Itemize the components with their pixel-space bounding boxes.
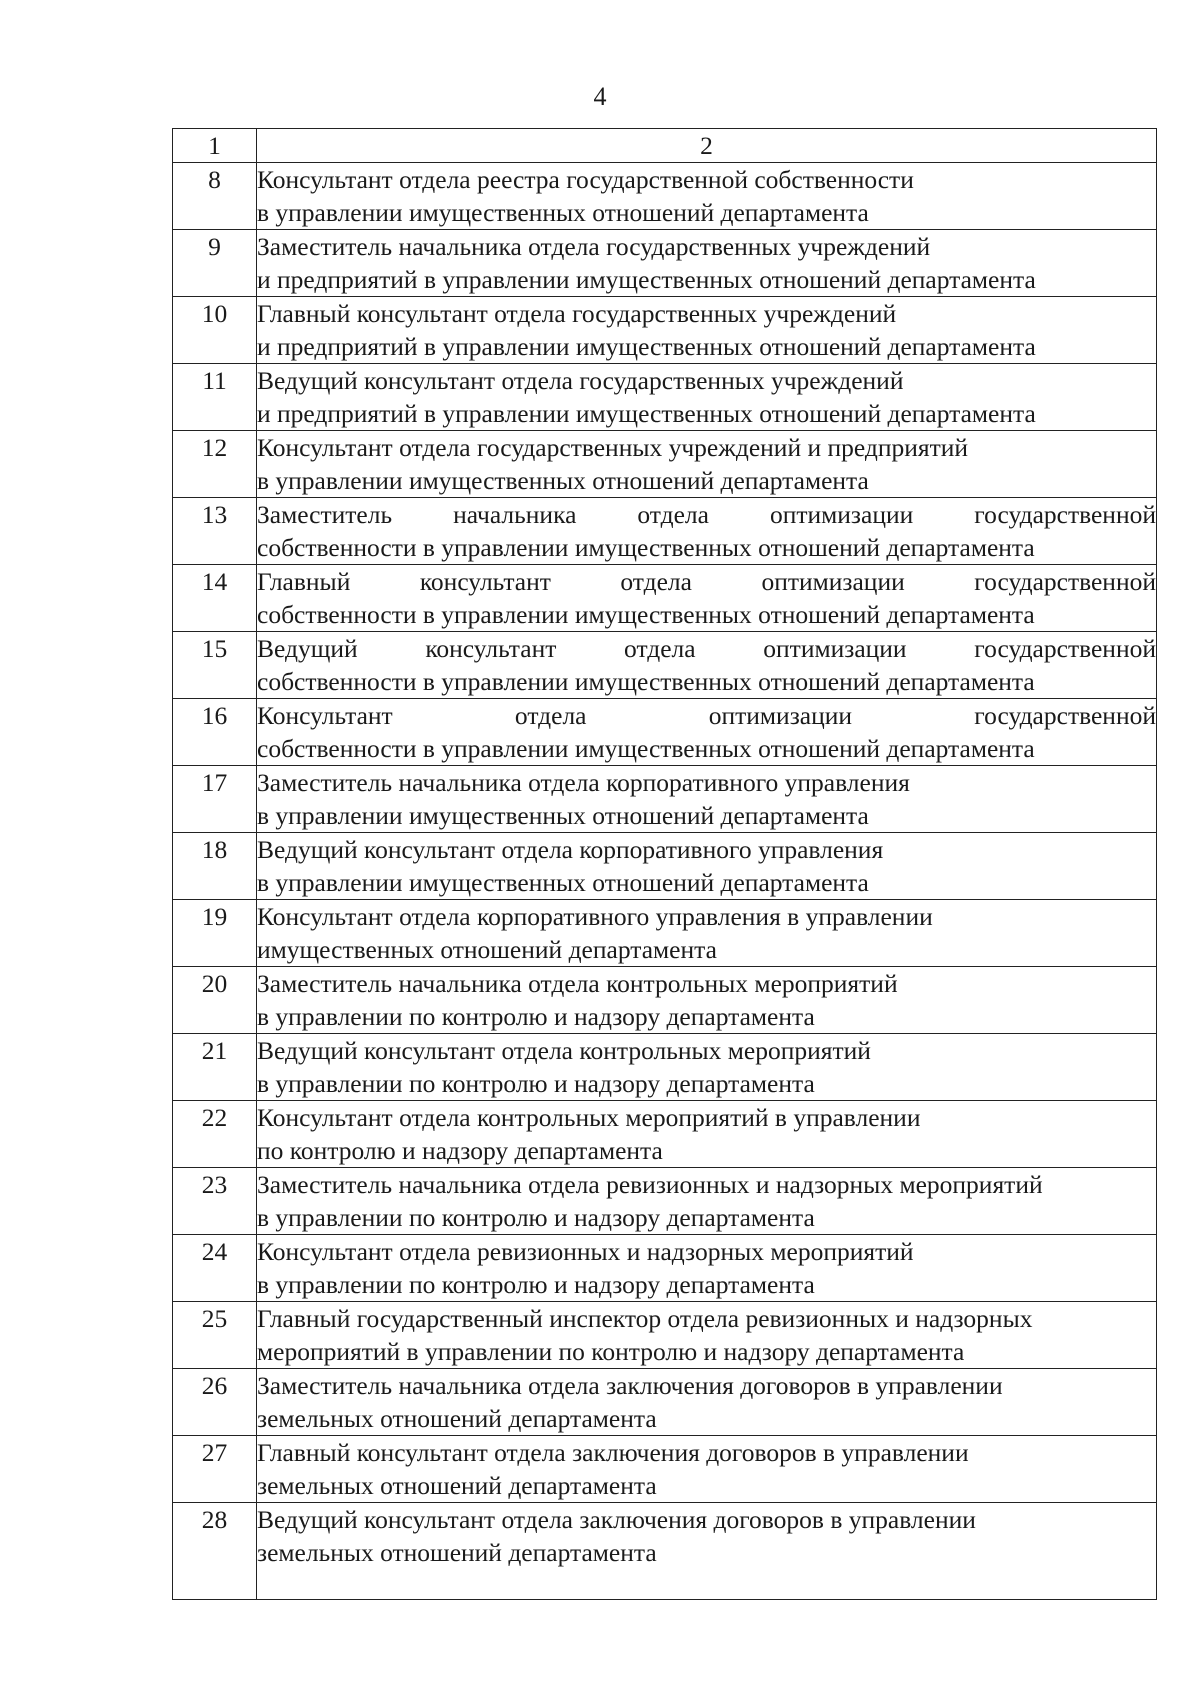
position-title-line-2: в управлении имущественных отношений департамента (257, 198, 869, 227)
row-number: 25 (173, 1302, 257, 1369)
position-title (257, 498, 1157, 565)
row-number: 21 (173, 1034, 257, 1101)
position-title (257, 1436, 1157, 1503)
row-number: 10 (173, 297, 257, 364)
position-title-line-2: в управлении по контролю и надзору департамента (257, 1270, 815, 1299)
table-row (173, 1436, 1157, 1503)
position-title-line-1: Консультант отдела оптимизации государственной (257, 701, 1156, 730)
position-title-line-2: по контролю и надзору департамента (257, 1136, 663, 1165)
table-row (173, 1235, 1157, 1302)
position-title-line-1: Консультант отдела ревизионных и надзорных мероприятий (257, 1237, 914, 1266)
row-number: 23 (173, 1168, 257, 1235)
position-title-line-1: Заместитель начальника отдела заключения договоров в управлении (257, 1371, 1003, 1400)
position-title-line-1: Консультант отдела реестра государственной собственности (257, 165, 914, 194)
position-title (257, 1369, 1157, 1436)
position-title (257, 431, 1157, 498)
position-title (257, 230, 1157, 297)
table-row (173, 967, 1157, 1034)
position-title-line-1: Главный консультант отдела государственных учреждений (257, 299, 897, 328)
position-title (257, 297, 1157, 364)
position-title (257, 1302, 1157, 1369)
table-row (173, 1168, 1157, 1235)
position-title-line-2: мероприятий в управлении по контролю и надзору департамента (257, 1337, 965, 1366)
position-title-line-2: собственности в управлении имущественных отношений департамента (257, 734, 1035, 763)
header-col-2: 2 (257, 129, 1157, 163)
row-number: 13 (173, 498, 257, 565)
table-body (173, 163, 1157, 1600)
position-title-line-2: земельных отношений департамента (257, 1471, 657, 1500)
row-number: 16 (173, 699, 257, 766)
table-row (173, 565, 1157, 632)
position-title-line-1: Заместитель начальника отдела корпоративного управления (257, 768, 910, 797)
position-title-line-2: собственности в управлении имущественных отношений департамента (257, 667, 1035, 696)
row-number: 27 (173, 1436, 257, 1503)
position-title (257, 1101, 1157, 1168)
position-title-line-1: Консультант отдела контрольных мероприятий в управлении (257, 1103, 921, 1132)
position-title-line-2: в управлении имущественных отношений департамента (257, 868, 869, 897)
position-title (257, 1168, 1157, 1235)
position-title-line-2: собственности в управлении имущественных отношений департамента (257, 533, 1035, 562)
position-title-line-2: и предприятий в управлении имущественных отношений департамента (257, 332, 1036, 361)
position-title (257, 1503, 1157, 1600)
position-title-line-1: Ведущий консультант отдела государственных учреждений (257, 366, 904, 395)
row-number: 14 (173, 565, 257, 632)
row-number: 28 (173, 1503, 257, 1600)
row-number: 12 (173, 431, 257, 498)
position-title-line-1: Заместитель начальника отдела контрольных мероприятий (257, 969, 898, 998)
position-title-line-2: в управлении по контролю и надзору департамента (257, 1203, 815, 1232)
position-title-line-1: Консультант отдела корпоративного управления в управлении (257, 902, 933, 931)
position-title-line-1: Заместитель начальника отдела оптимизации государственной (257, 500, 1156, 529)
positions-table (172, 128, 1157, 1600)
table-header-row (173, 129, 1157, 163)
position-title (257, 1034, 1157, 1101)
position-title-line-1: Заместитель начальника отдела ревизионных и надзорных мероприятий (257, 1170, 1043, 1199)
table-row (173, 900, 1157, 967)
position-title (257, 833, 1157, 900)
row-number: 9 (173, 230, 257, 297)
position-title (257, 967, 1157, 1034)
position-title-line-2: в управлении имущественных отношений департамента (257, 466, 869, 495)
page-number: 4 (593, 82, 607, 111)
position-title-line-1: Консультант отдела государственных учреждений и предприятий (257, 433, 969, 462)
position-title-line-2: и предприятий в управлении имущественных отношений департамента (257, 399, 1036, 428)
position-title-line-2: земельных отношений департамента (257, 1538, 657, 1567)
row-number: 11 (173, 364, 257, 431)
position-title-line-1: Главный государственный инспектор отдела ревизионных и надзорных (257, 1304, 1033, 1333)
table-row (173, 766, 1157, 833)
row-number: 24 (173, 1235, 257, 1302)
position-title-line-2: имущественных отношений департамента (257, 935, 717, 964)
table-row (173, 1101, 1157, 1168)
table-row (173, 364, 1157, 431)
position-title (257, 900, 1157, 967)
position-title-line-1: Главный консультант отдела оптимизации государственной (257, 567, 1156, 596)
position-title (257, 163, 1157, 230)
position-title-line-1: Главный консультант отдела заключения договоров в управлении (257, 1438, 969, 1467)
table-row (173, 163, 1157, 230)
table-row (173, 1034, 1157, 1101)
table-row (173, 230, 1157, 297)
table-row (173, 699, 1157, 766)
row-number: 19 (173, 900, 257, 967)
position-title-line-1: Ведущий консультант отдела контрольных мероприятий (257, 1036, 871, 1065)
position-title-line-1: Ведущий консультант отдела заключения договоров в управлении (257, 1505, 976, 1534)
table-row (173, 1369, 1157, 1436)
position-title-line-1: Ведущий консультант отдела корпоративного управления (257, 835, 884, 864)
position-title (257, 364, 1157, 431)
position-title-line-2: в управлении по контролю и надзору департамента (257, 1069, 815, 1098)
position-title-line-1: Ведущий консультант отдела оптимизации государственной (257, 634, 1156, 663)
row-number: 15 (173, 632, 257, 699)
table-row (173, 1503, 1157, 1600)
position-title-line-2: собственности в управлении имущественных отношений департамента (257, 600, 1035, 629)
table-row (173, 833, 1157, 900)
position-title-line-1: Заместитель начальника отдела государственных учреждений (257, 232, 931, 261)
row-number: 18 (173, 833, 257, 900)
row-number: 20 (173, 967, 257, 1034)
table-row (173, 632, 1157, 699)
position-title (257, 699, 1157, 766)
position-title-line-2: в управлении по контролю и надзору департамента (257, 1002, 815, 1031)
row-number: 17 (173, 766, 257, 833)
position-title (257, 766, 1157, 833)
header-col-1: 1 (173, 129, 257, 163)
position-title (257, 565, 1157, 632)
position-title-line-2: в управлении имущественных отношений департамента (257, 801, 869, 830)
row-number: 22 (173, 1101, 257, 1168)
table-row (173, 297, 1157, 364)
table-row (173, 431, 1157, 498)
position-title-line-2: и предприятий в управлении имущественных отношений департамента (257, 265, 1036, 294)
row-number: 26 (173, 1369, 257, 1436)
table-row (173, 1302, 1157, 1369)
position-title-line-2: земельных отношений департамента (257, 1404, 657, 1433)
position-title (257, 632, 1157, 699)
row-number: 8 (173, 163, 257, 230)
table-row (173, 498, 1157, 565)
position-title (257, 1235, 1157, 1302)
